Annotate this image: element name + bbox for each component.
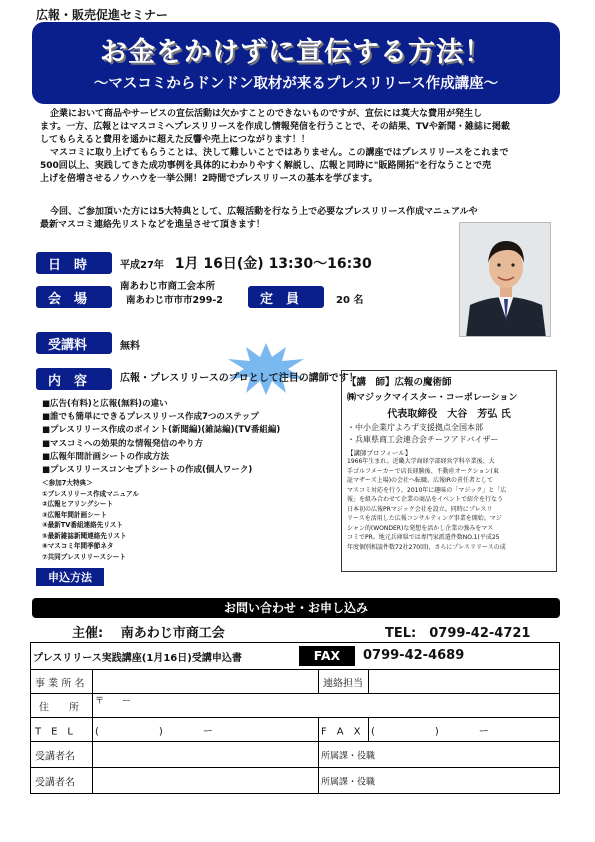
date-main: 1月 16日(金) 13:30～16:30: [174, 256, 372, 272]
fee-value: 無料: [120, 341, 140, 352]
capacity-label: [248, 286, 324, 308]
attendee-label: 受講者名: [35, 751, 75, 762]
application-form: [30, 642, 560, 794]
intro-line: 企業において商品やサービスの宣伝活動は欠かすことのできないものですが、宣伝には莫大な費用が発生し: [50, 109, 483, 119]
page-title: お金をかけずに宣伝する方法！: [100, 37, 492, 68]
content-headline: 広報・プレスリリースのプロとして注目の講師です！: [120, 373, 359, 384]
form-cell: [319, 670, 369, 693]
address-field[interactable]: [93, 694, 559, 717]
apply-label-text: 申込方法: [48, 571, 92, 584]
attendee-name-field[interactable]: [93, 742, 319, 767]
notice-line: 今回、ご参加頂いた方には5大特典として、広報活動を行なう上で必要なプレスリリース作成マニュアルや: [50, 207, 478, 217]
instructor-affiliation: ・中小企業庁よろず支援拠点全国本部: [347, 423, 483, 432]
profile-line: 日本初の広報PRマジック会社を設立。同時にプレスリ: [347, 505, 493, 513]
date-value: [120, 253, 372, 273]
list-item: ■マスコミへの効果的な情報発信のやり方: [42, 438, 204, 449]
content-items: [42, 398, 280, 477]
fee-label-text: 受講料: [48, 337, 88, 353]
profile-line: シャン的(WONDER)な発想を活かし企業の強みをマス: [347, 524, 494, 532]
dept-field[interactable]: [369, 742, 559, 767]
business-name-label: 事 業 所 名: [35, 678, 85, 689]
intro-line: マスコミに取り上げてもらうことは、決して難しいことではありません。この講座ではプレスリリースをこれまで: [50, 148, 509, 158]
contact-bar: お問い合わせ・お申し込み: [32, 598, 560, 618]
fax-blank: ( ) ー: [371, 726, 489, 737]
page-subtitle: ～マスコミからドンドン取材が来るプレスリリース作成講座～: [93, 76, 499, 92]
profile-line: 証マザーズ上場)の会社へ転職。広報IRの責任者として: [347, 477, 493, 484]
intro-text: [40, 108, 560, 186]
list-item: ■広報年間計画シートの作成方法: [42, 451, 170, 462]
list-item: ⑦共同プレスリリースシート: [42, 552, 126, 561]
profile-line: マスコミ対応を行う。2010年に趣味の「マジック」と「広: [347, 486, 507, 494]
form-row-attendee: [31, 767, 559, 794]
attendee-name-field[interactable]: [93, 768, 319, 794]
title-banner: [32, 22, 560, 104]
date-era: 平成27年: [120, 260, 164, 271]
tel-blank: ( ) ー: [95, 726, 213, 737]
profile-line: 年度個別相談件数72社270回)、さらにプレスリリースの成: [347, 543, 506, 551]
fax-field[interactable]: [369, 718, 559, 741]
organizer: 主催: 南あわじ市商工会: [72, 626, 225, 641]
form-cell: [319, 718, 369, 741]
apply-label: [36, 568, 104, 586]
fax-field-label: F A X: [321, 726, 361, 737]
list-item: ⑥マスコミ年間季節ネタ: [42, 542, 114, 550]
tel-label: T E L: [35, 726, 73, 737]
instructor-photo: [459, 222, 551, 337]
capacity-value: 20 名: [336, 295, 364, 306]
bonus-heading: ＜参加7大特典＞: [42, 479, 93, 487]
dept-field[interactable]: [369, 768, 559, 794]
content-label-text: 内 容: [48, 373, 88, 389]
intro-line: 上げを倍増させるノウハウを一挙公開！2時間でプレスリリースの基本を学びます。: [40, 174, 378, 184]
form-row-attendee: [31, 741, 559, 767]
list-item: ■誰でも簡単にできるプレスリリース作成7つのステップ: [42, 412, 259, 423]
form-cell: [31, 718, 93, 741]
list-item: ④最新TV番組連絡先リスト: [42, 521, 123, 529]
profile-line: リースを活用した広報コンサルティング事業を開始。マジ: [347, 515, 502, 522]
instructor-box: [341, 370, 557, 572]
contact-person-field[interactable]: [369, 670, 559, 693]
venue-line: 南あわじ市商工会本所: [120, 281, 216, 292]
form-header: [31, 643, 559, 669]
instructor-name: 代表取締役 大谷 芳弘 氏: [387, 409, 511, 420]
form-cell: [31, 742, 93, 767]
form-cell: [31, 768, 93, 794]
contact-person-label: 連絡担当: [323, 678, 363, 689]
form-row-address: [31, 693, 559, 717]
intro-line: 500回以上、実践してきた成功事例を具体的にわかりやすく解説し、広報と同時に"販路開拓"を行なうことで売: [40, 161, 492, 171]
attendee-label: 受講者名: [35, 777, 75, 789]
list-item: ③広報年間計画シート: [42, 510, 107, 519]
instructor-role: 【講 師】広報の魔術師: [347, 377, 452, 388]
bonus-list: [42, 478, 139, 562]
instructor-affiliation: ・兵庫県商工会連合会チーフアドバイザー: [347, 435, 499, 444]
intro-line: してもらえると費用を遥かに超えた反響や売上につながります！！: [40, 135, 310, 145]
seminar-category: 広報・販売促進セミナー: [36, 8, 169, 22]
tel-field[interactable]: [93, 718, 319, 741]
list-item: ■プレスリリースコンセプトシートの作成(個人ワーク): [42, 465, 253, 476]
form-row-phone: [31, 717, 559, 741]
list-item: ■プレスリリース作成のポイント(新聞編)(雑誌編)(TV番組編): [42, 425, 281, 436]
dept-label: 所属課・役職: [321, 751, 376, 761]
profile-line: 手ゴルフメーカーで店長経験後、不動産オークション(東: [347, 467, 499, 475]
venue-value: [120, 280, 223, 308]
intro-line: ます。一方、広報とはマスコミへプレスリリースを作成し情報発信を行うことで、その結果、TVや新聞・雑誌に掲載: [40, 122, 510, 132]
capacity-label-text: 定 員: [260, 291, 300, 307]
dept-label: 所属課・役職: [321, 777, 376, 788]
form-cell: [31, 694, 93, 717]
profile-title: 【講師プロフィール】: [347, 449, 412, 457]
date-label: [36, 252, 112, 274]
form-row-business: [31, 669, 559, 693]
address-label: 住 所: [39, 702, 79, 713]
list-item: ②広報ヒアリングシート: [42, 500, 114, 508]
postal-mark: 〒 ー: [95, 696, 132, 707]
profile-line: コミでPR。地元兵庫県では専門家派遣件数NO.1(平成25: [347, 534, 500, 541]
date-label-text: 日 時: [48, 257, 88, 273]
notice-line: 最新マスコミ連絡先リストなどを進呈させて頂きます！: [40, 220, 265, 230]
form-title: プレスリリース実践講座(1月16日)受講申込書: [33, 653, 242, 664]
fee-label: [36, 332, 112, 354]
venue-label: [36, 286, 112, 308]
venue-line: 南あわじ市市市299-2: [126, 295, 223, 306]
instructor-company: ㈱マジックマイスター・コーポレーション: [347, 393, 518, 403]
organizer-tel: TEL: 0799-42-4721: [385, 626, 531, 641]
business-name-field[interactable]: [93, 670, 319, 693]
fax-badge: FAX: [299, 646, 355, 666]
content-label: [36, 368, 112, 390]
form-cell: [31, 670, 93, 693]
profile-line: 1966年生まれ。近畿大学商経学部経営学科卒業後、大: [347, 458, 495, 465]
fax-number: 0799-42-4689: [363, 648, 465, 663]
venue-label-text: 会 場: [48, 291, 88, 307]
list-item: ■広告(有料)と広報(無料)の違い: [42, 399, 168, 409]
profile-line: 報」を組み合わせて企業の商品をイベントで紹介を行なう: [347, 496, 504, 503]
list-item: ①プレスリリース作成マニュアル: [42, 489, 139, 498]
list-item: ⑤最新雑誌新聞連絡先リスト: [42, 531, 127, 540]
